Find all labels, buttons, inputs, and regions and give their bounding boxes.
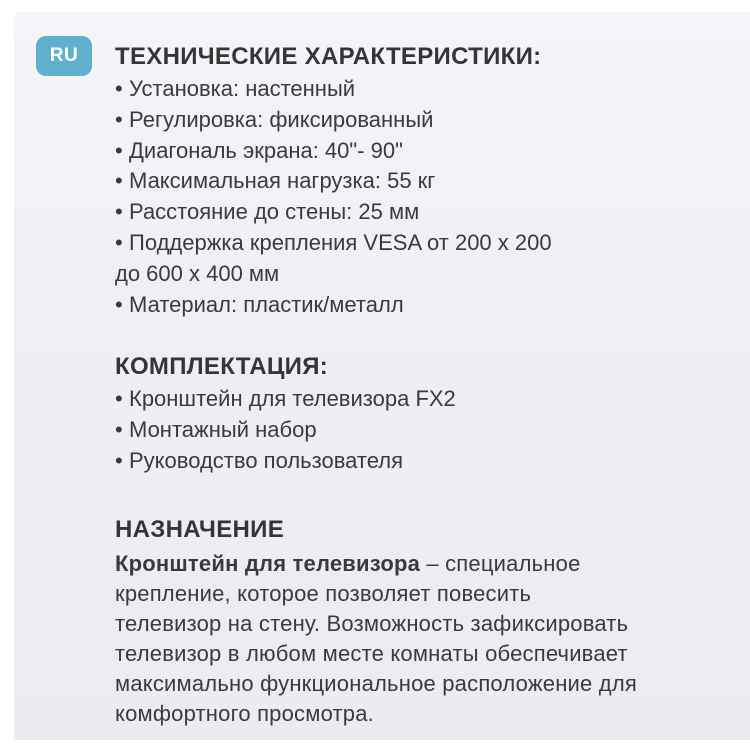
- list-item: [115, 228, 745, 259]
- purpose-line: телевизор на стену. Возможность зафиксировать: [115, 610, 629, 636]
- purpose-section: [115, 513, 745, 729]
- bullet: •: [115, 447, 123, 473]
- purpose-line: крепление, которое позволяет повесить: [115, 580, 532, 606]
- kit-section: [115, 350, 745, 476]
- bullet: •: [115, 386, 123, 412]
- list-item: [115, 384, 745, 415]
- list-item: [115, 290, 745, 321]
- list-item: [115, 446, 745, 477]
- purpose-line: телевизор в любом месте комнаты обеспечивает: [115, 640, 628, 666]
- spec-screen-diagonal: Диагональ экрана: 40"- 90": [129, 137, 403, 163]
- list-item-continuation: [115, 259, 745, 290]
- instruction-card: [14, 12, 750, 740]
- bullet: •: [115, 229, 123, 255]
- purpose-heading: НАЗНАЧЕНИЕ: [115, 515, 284, 543]
- kit-item-mounting-set: Монтажный набор: [129, 417, 317, 443]
- spec-wall-distance: Расстояние до стены: 25 мм: [129, 199, 420, 225]
- spec-max-load: Максимальная нагрузка: 55 кг: [129, 168, 436, 194]
- content-area: [115, 40, 745, 729]
- spec-adjustment: Регулировка: фиксированный: [129, 106, 434, 132]
- list-item: [115, 136, 745, 167]
- list-item: [115, 74, 745, 105]
- bullet: •: [115, 168, 123, 194]
- bullet: •: [115, 199, 123, 225]
- kit-item-manual: Руководство пользователя: [129, 447, 403, 473]
- language-badge: RU: [36, 36, 92, 76]
- purpose-line: максимально функциональное расположение для: [115, 670, 637, 696]
- purpose-lead: Кронштейн для телевизора: [115, 550, 421, 576]
- list-item: [115, 166, 745, 197]
- spec-material: Материал: пластик/металл: [129, 291, 404, 317]
- kit-item-bracket: Кронштейн для телевизора FX2: [129, 386, 456, 412]
- bullet: •: [115, 291, 123, 317]
- specs-section: [115, 40, 745, 320]
- bullet: •: [115, 76, 123, 101]
- list-item: [115, 197, 745, 228]
- purpose-line: – специальное: [420, 550, 581, 576]
- purpose-line: комфортного просмотра.: [115, 700, 374, 726]
- list-item: [115, 105, 745, 136]
- kit-heading: КОМПЛЕКТАЦИЯ:: [115, 353, 329, 381]
- specs-heading: ТЕХНИЧЕСКИЕ ХАРАКТЕРИСТИКИ:: [115, 43, 542, 70]
- spec-vesa-continuation: до 600 х 400 мм: [115, 260, 280, 286]
- specs-list: [115, 74, 745, 320]
- list-item: [115, 415, 745, 446]
- bullet: •: [115, 106, 123, 132]
- kit-list: [115, 384, 745, 476]
- spec-mount-type: Установка: настенный: [129, 76, 356, 101]
- bullet: •: [115, 137, 123, 163]
- purpose-paragraph: [115, 549, 745, 729]
- bullet: •: [115, 417, 123, 443]
- spec-vesa: Поддержка крепления VESA от 200 х 200: [129, 229, 552, 255]
